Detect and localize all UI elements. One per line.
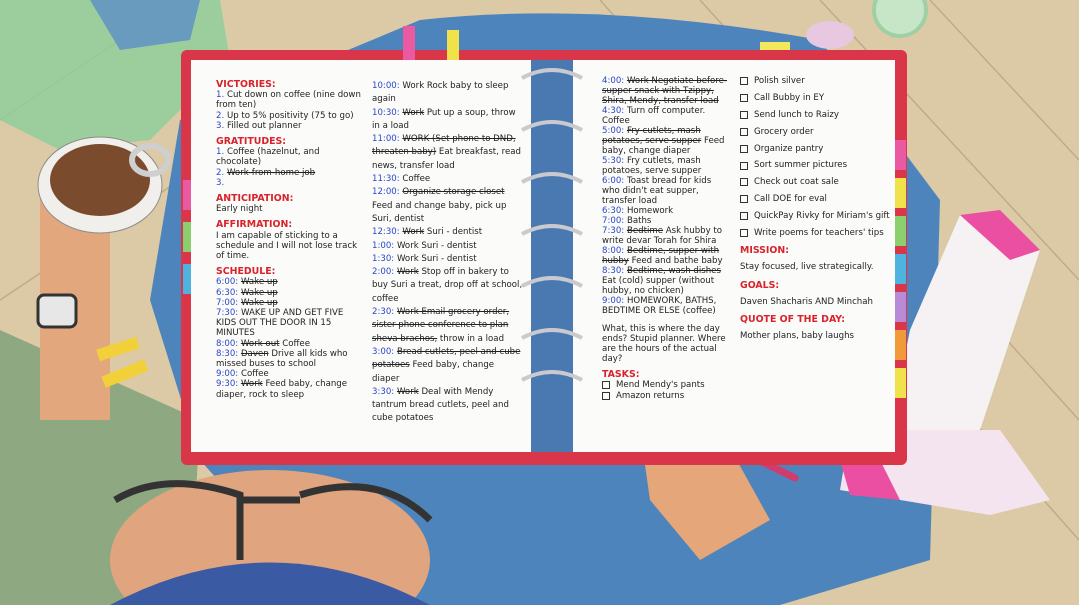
checklist-label: Grocery order [754,126,814,137]
schedule-time: 11:00: [372,134,400,145]
struck-text: Organize storage closet [402,187,505,198]
schedule-entry [372,306,524,346]
schedule-text: Suri - dentist [426,227,483,238]
schedule-list-evening [602,76,728,316]
anticipation-heading: ANTICIPATION: [216,193,294,205]
schedule-entry [216,308,366,339]
schedule-time: 6:30: [216,287,239,298]
schedule-time: 5:00: [602,126,625,136]
victory-1: 1. Cut down on coffee (nine down from ten) [216,90,361,111]
struck-text: Work Negotiate before-supper snack with Tzippy, Shira, Mendy, transfer load [602,76,728,106]
schedule-text: Toast bread for kids who didn't eat supper, transfer load [602,176,712,206]
struck-text: Work [240,379,263,390]
schedule-entry [602,266,728,296]
checklist-item[interactable] [740,211,890,221]
schedule-time: 12:00: [372,187,400,198]
schedule-time: 6:30: [602,206,625,216]
checkbox[interactable] [740,128,748,136]
schedule-text: Drive all kids who missed buses to school [216,348,348,370]
checklist-label: Organize pantry [754,143,824,154]
schedule-time: 1:00: [372,240,395,251]
gratitude-3: 3. [216,177,225,188]
schedule-entry [372,386,524,426]
schedule-text: Feed and bathe baby [631,256,723,266]
struck-text: Bedtime, wash dishes [626,266,721,276]
struck-text: Work [402,227,425,238]
schedule-time: 4:00: [602,76,625,86]
checklist-label: QuickPay Rivky for Miriam's gift [754,211,890,222]
goals-text: Daven Shacharis AND Minchah [740,296,873,307]
left-column-1 [216,80,366,400]
schedule-text: throw in a load [439,333,505,344]
anticipation-text: Early night [216,204,263,215]
schedule-text: Feed baby, change diaper, rock to sleep [216,379,348,400]
struck-text: Bread cutlets, peel and cube potatoes [372,346,521,371]
schedule-time: 9:00: [216,369,239,380]
checklist-label: Check out coat sale [754,177,839,188]
checklist-label: Send lunch to Raizy [754,109,839,120]
schedule-entry [602,156,728,176]
schedule-entry [602,106,728,126]
schedule-entry [216,379,366,399]
gratitude-1: 1. Coffee (hazelnut, and chocolate) [216,147,320,168]
schedule-entry [372,107,524,134]
checkbox[interactable] [602,392,610,400]
schedule-time: 8:30: [602,266,625,276]
schedule-text: Feed baby, change diaper [372,360,495,384]
victory-2: 2. Up to 5% positivity (75 to go) [216,110,354,121]
schedule-text: Put up a soup, throw in a load [372,107,516,131]
schedule-text: Coffee [402,174,431,185]
checklist-label: Polish silver [754,76,805,86]
schedule-time: 6:00: [602,176,625,186]
schedule-text: Coffee [282,338,311,349]
checkbox[interactable] [740,195,748,203]
task-item[interactable]: Mend Mendy's pants [602,380,728,390]
schedule-entry [602,126,728,156]
schedule-entry [216,288,366,298]
schedule-entry [372,240,524,253]
schedule-entry [602,296,728,316]
checkbox[interactable] [740,77,748,85]
struck-text: WORK (Set phone to DND, threaten baby) [372,134,516,158]
schedule-time: 12:30: [372,227,400,238]
schedule-text: Feed and change baby, pick up Suri, dentist [372,200,507,224]
schedule-entry [372,266,524,306]
checklist-item[interactable] [740,127,890,137]
schedule-entry [602,76,728,106]
checkbox[interactable] [740,162,748,170]
schedule-time: 9:30: [216,379,239,390]
checklist-item[interactable] [740,228,890,238]
schedule-time: 7:30: [216,308,239,319]
schedule-time: 3:00: [372,346,395,357]
mission-heading: MISSION: [740,245,789,257]
checkbox[interactable] [740,111,748,119]
schedule-time: 3:30: [372,386,395,397]
schedule-time: 8:00: [216,338,239,349]
left-column-2 [372,80,524,426]
schedule-time: 11:30: [372,174,400,185]
checklist-item[interactable] [740,76,890,86]
task-item[interactable]: Amazon returns [602,391,728,401]
checklist-label: Call Bubby in EY [754,92,825,103]
checkbox[interactable] [740,229,748,237]
schedule-heading: SCHEDULE: [216,266,276,278]
schedule-time: 10:30: [372,107,400,118]
schedule-text: Eat breakfast, read news, transfer load [372,147,521,171]
schedule-time: 6:00: [216,277,239,288]
schedule-text: Coffee [240,369,269,380]
schedule-entry [602,246,728,266]
struck-text: Wake up [240,277,278,288]
schedule-time: 4:30: [602,106,625,116]
struck-text: Work Email grocery order, sister phone conference to plan sheva brachos, [372,307,510,344]
schedule-time: 9:00: [602,296,625,306]
struck-text: Bedtime [626,226,663,236]
schedule-entry [216,369,366,379]
schedule-time: 5:30: [602,156,625,166]
checkbox[interactable] [740,178,748,186]
struck-text: Work [396,386,419,397]
struck-text: Daven [240,348,269,359]
schedule-entry [372,186,524,226]
gratitude-2: 2. Work-from-home job [216,167,316,178]
schedule-time: 2:30: [372,307,395,318]
struck-text: Work out [240,338,280,349]
struck-text: Fry cutlets, mash potatoes, serve supper [602,126,702,146]
victories-heading: VICTORIES: [216,79,276,90]
schedule-list-morning [216,277,366,399]
checkbox[interactable] [740,145,748,153]
checklist-item[interactable] [740,144,890,154]
checklist-item[interactable] [740,160,890,170]
schedule-entry [216,349,366,369]
right-column-1 [602,76,728,402]
schedule-entry [602,206,728,216]
schedule-text: WAKE UP AND GET FIVE KIDS OUT THE DOOR IN 15 MINUTES [216,308,344,339]
schedule-entry [372,346,524,386]
schedule-list-midday [372,80,524,426]
schedule-entry [372,226,524,239]
schedule-time: 7:00: [216,297,239,308]
struck-text: Work [396,267,419,278]
schedule-time: 10:00: [372,81,400,91]
schedule-entry [602,216,728,226]
schedule-text: Ask hubby to write devar Torah for Shira [602,226,723,246]
tasks-heading: TASKS: [602,369,640,380]
right-column-2 [740,76,890,345]
checkbox[interactable] [740,94,748,102]
checklist [740,76,890,238]
schedule-entry [372,133,524,173]
checkbox[interactable] [740,212,748,220]
affirmation-text: I am capable of sticking to a schedule and I will not lose track of time. [216,230,358,262]
schedule-entry [216,298,366,308]
schedule-time: 1:30: [372,253,395,264]
schedule-time: 7:30: [602,226,625,236]
schedule-text: Work Suri - dentist [396,240,477,251]
schedule-entry [372,173,524,186]
schedule-entry [216,339,366,349]
quote-text: Mother plans, baby laughs [740,331,855,342]
schedule-text: Baths [626,216,652,226]
schedule-time: 8:00: [602,246,625,256]
schedule-entry [602,176,728,206]
struck-text: Work [402,107,425,118]
schedule-entry [216,277,366,287]
struck-text: Bedtime, supper with hubby [602,246,720,266]
schedule-text: HOMEWORK, BATHS, BEDTIME OR ELSE (coffee) [602,296,717,316]
victory-3: 3. Filled out planner [216,120,302,131]
checklist-item[interactable] [740,194,890,204]
schedule-time: 8:30: [216,348,239,359]
schedule-text: Deal with Mendy tantrum bread cutlets, peel and cube potatoes [372,386,509,424]
question-note: What, this is where the day ends? Stupid planner. Where are the hours of the actual day? [602,324,726,364]
mission-text: Stay focused, live strategically. [740,262,874,273]
schedule-time: 7:00: [602,216,625,226]
struck-text: Wake up [240,297,278,308]
checklist-label: Call DOE for eval [754,194,827,205]
checklist-item[interactable] [740,177,890,187]
schedule-entry [372,80,524,107]
schedule-entry [602,226,728,246]
schedule-text: Fry cutlets, mash potatoes, serve supper [602,156,702,176]
gratitudes-heading: GRATITUDES: [216,136,287,148]
schedule-text: Work Suri - dentist [396,253,477,264]
checklist-item[interactable] [740,93,890,103]
checklist-label: Write poems for teachers' tips [754,228,884,239]
schedule-text: Work Rock baby to sleep again [372,81,509,105]
checklist-item[interactable] [740,110,890,120]
goals-heading: GOALS: [740,279,780,291]
affirmation-heading: AFFIRMATION: [216,219,293,231]
schedule-text: Homework [626,206,674,216]
checkbox[interactable] [602,381,610,389]
quote-heading: QUOTE OF THE DAY: [740,314,846,326]
checklist-label: Sort summer pictures [754,160,848,171]
schedule-text: Feed baby, change diaper [602,136,725,156]
struck-text: Wake up [240,287,278,298]
schedule-text: Eat (cold) supper (without hubby, no chicken) [602,276,715,296]
schedule-text: Turn off computer. Coffee [602,106,706,126]
schedule-entry [372,253,524,266]
schedule-text: Stop off in bakery to buy Suri a treat, drop off at school, coffee [372,267,523,304]
schedule-time: 2:00: [372,267,395,278]
